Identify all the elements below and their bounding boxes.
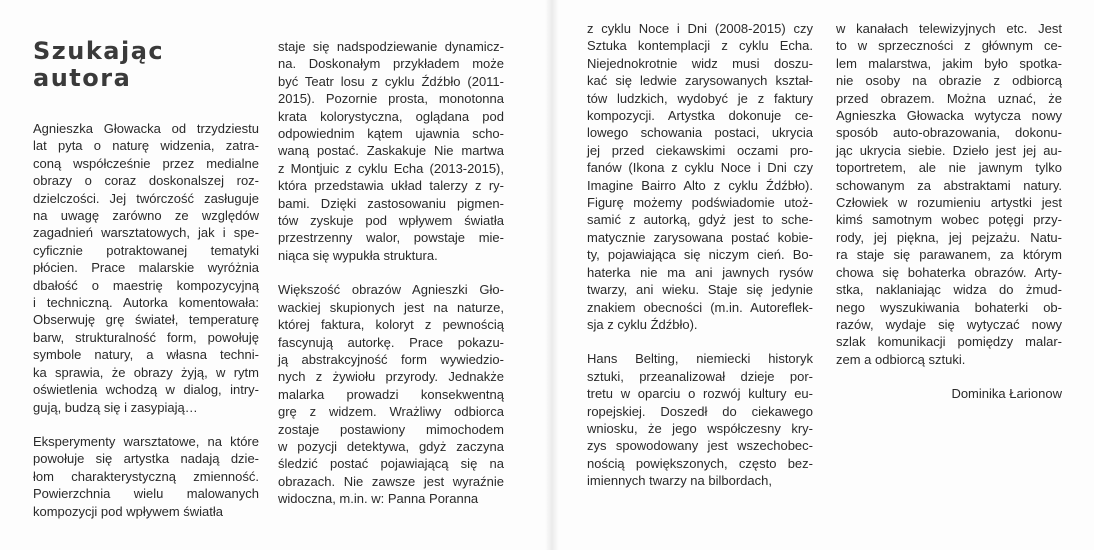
column-4-paragraphs	[836, 20, 1062, 368]
text-line: sztuki, przeanalizował dzieje por-	[587, 368, 813, 384]
text-line: 2015). Pozornie prosta, monotonna	[278, 91, 504, 107]
text-line: to w sprzeczności z głównym ce-	[836, 38, 1062, 54]
text-line: szlak komunikacji pomiędzy malar-	[836, 334, 1062, 350]
text-line: nych z żywiołu przyrody. Jednakże	[278, 369, 504, 385]
text-line: z cyklu Noce i Dni (2008-2015) czy	[587, 21, 813, 36]
text-line: toportretem, ale nie jawnym tylko	[836, 160, 1062, 176]
text-column-1	[33, 38, 259, 537]
text-line: krata kolorystyczna, oglądana pod	[278, 108, 504, 124]
text-line: w pozycji detektywa, gdyż zaczyna	[278, 438, 504, 454]
text-line: ty, pojawiająca się niczym cień. Bo-	[587, 247, 813, 263]
text-line: matycznie zarysowana postać kobie-	[587, 229, 813, 245]
text-line: na uwagę zarówno ze względów	[33, 208, 259, 224]
text-line: Niejednokrotnie widz musi doszu-	[587, 55, 813, 71]
text-line: zem a odbiorcą sztuki.	[836, 351, 966, 367]
text-line: dzielczości. Jej twórczość zasługuje	[33, 190, 259, 206]
text-line: nością powiększonych, często bez-	[587, 455, 813, 471]
paragraph	[33, 433, 259, 520]
text-line: wniosku, że jego współczesny kry-	[587, 420, 813, 436]
text-line: zagadnień warsztatowych, jak i spe-	[33, 225, 259, 241]
text-line: bami. Dzięki zastosowaniu pigmen-	[278, 195, 504, 211]
text-line: fanów (Ikona z cyklu Noce i Dni czy	[587, 160, 813, 176]
text-line: ropejskiej. Doszedł do ciekawego	[587, 403, 813, 419]
text-line: lowego schowania postaci, ukrycia	[587, 125, 813, 141]
text-line: barw, strukturalność form, powołuję	[33, 329, 259, 345]
text-line: z Montjuic z cyklu Echa (2013-2015),	[278, 160, 504, 176]
paragraph	[836, 20, 1062, 368]
text-line: znakiem obecności (m.in. Autoreflek-	[587, 299, 813, 315]
text-line: nie osoby na obrazie z odbiorcą	[836, 73, 1062, 89]
text-line: oświetlenia wchodzą w dialog, intry-	[33, 382, 259, 398]
text-line: w kanałach telewizyjnych etc. Jest	[836, 21, 1062, 36]
paragraph	[587, 20, 813, 333]
text-line: grę z widzem. Wrażliwy odbiorca	[278, 404, 504, 420]
text-line: rody, jej piękna, jej pejzażu. Natu-	[836, 229, 1062, 245]
text-line: waną postać. Zaskakuje Nie martwa	[278, 143, 504, 159]
text-line: płócien. Prace malarskie wyróżnia	[33, 260, 259, 276]
paragraph	[278, 38, 504, 264]
article-title-line-1: Szukając	[33, 37, 165, 65]
text-line: samić z autorką, gdyż jest to sche-	[587, 212, 813, 228]
text-line: razów, wydaje się wytyczać nowy	[836, 316, 1062, 332]
text-line: jąc ukrycia siebie. Dzieło jest jej au-	[836, 142, 1062, 158]
text-line: symbole natury, a własna techni-	[33, 347, 259, 363]
text-line: przestrzenny walor, powstaje mie-	[278, 230, 504, 246]
text-line: ka sprawia, że obrazy żyją, w rytm	[33, 364, 259, 380]
text-line: Hans Belting, niemiecki historyk	[587, 351, 813, 367]
text-line: obrazach. Nie zawsze jest wyraźnie	[278, 473, 504, 489]
text-column-3	[587, 20, 813, 507]
text-line: być Teatr losu z cyklu Źdźbło (2011-	[278, 73, 504, 89]
text-line: Imagine Bairro Alto z cyklu Źdźbło).	[587, 177, 813, 193]
text-line: i techniczną. Autorka komentowała:	[33, 295, 259, 311]
text-line: która przedstawia układ talerzy z ry-	[278, 178, 504, 194]
text-line: Agnieszka Głowacka wytycza nowy	[836, 108, 1062, 124]
text-line: Człowiek w rozumieniu artystki jest	[836, 195, 1062, 211]
text-line: gują, budzą się i zasypiają…	[33, 399, 198, 415]
text-line: ra staje się parawanem, za którym	[836, 247, 1062, 263]
article-title-line-2: autora	[33, 64, 132, 92]
text-line: lem malarstwa, jakim było spotka-	[836, 55, 1062, 71]
column-2-paragraphs	[278, 38, 504, 508]
text-line: Większość obrazów Agnieszki Gło-	[278, 282, 504, 298]
text-line: obrazy o coraz doskonalszej roz-	[33, 173, 259, 189]
text-line: Figurę możemy podświadomie utoż-	[587, 195, 813, 211]
text-line: Agnieszka Głowacka od trzydziestu	[33, 121, 259, 136]
text-line: staje się nadspodziewanie dynamicz-	[278, 39, 504, 54]
text-line: sposób auto-obrazowania, dokonu-	[836, 125, 1062, 141]
text-line: haterka nie ma ani jawnych rysów	[587, 264, 813, 280]
text-line: kimś samotnym wobec potęgi przy-	[836, 212, 1062, 228]
text-line: ją abstrakcyjność form wywiedzio-	[278, 351, 504, 367]
text-line: Eksperymenty warsztatowe, na które	[33, 433, 259, 449]
text-line: zys spowodowany jest wszechobec-	[587, 438, 813, 454]
text-line: nego wyszukiwania bohaterki ob-	[836, 299, 1062, 315]
text-line: tów zyskuje pod wpływem światła	[278, 213, 504, 229]
text-line: widoczna, m.in. w: Panna Poranna	[278, 491, 479, 507]
text-line: jej przed ciekawskimi oczami pro-	[587, 142, 813, 158]
text-line: przed obrazem. Można uznać, że	[836, 90, 1062, 106]
text-line: Sztuka kontemplacji z cyklu Echa.	[587, 38, 813, 54]
column-3-paragraphs	[587, 20, 813, 490]
text-line: powołuje się artystka nadają dzie-	[33, 451, 259, 467]
text-line: tretu w oparciu o rozwój kultury eu-	[587, 386, 813, 402]
text-line: kompozycji. Artystka dokonuje ce-	[587, 108, 813, 124]
text-line: schowanym za abstraktami natury.	[836, 177, 1062, 193]
text-line: niąca się wypukła struktura.	[278, 247, 438, 263]
author-signature: Dominika Łarionow	[951, 386, 1062, 402]
paragraph	[278, 281, 504, 507]
text-line: na. Doskonałym przykładem może	[278, 56, 504, 72]
text-line: sja z cyklu Źdźbło).	[587, 316, 698, 332]
text-line: Powierzchnia wielu malowanych	[33, 486, 259, 502]
text-line: śledzić postać pojawiającą się na	[278, 456, 504, 472]
text-line: cyficznie potraktowanej tematyki	[33, 242, 259, 258]
text-line: coną współcześnie przez medialne	[33, 155, 259, 171]
column-1-paragraphs	[33, 120, 259, 520]
text-column-4	[836, 20, 1062, 420]
text-line: stka, naklaniając widza do żmud-	[836, 282, 1062, 298]
paragraph	[33, 120, 259, 416]
text-line: której faktura, koloryt z pewnością	[278, 317, 504, 333]
page-fold	[545, 0, 559, 550]
text-line: tów ludzkich, wydobyć je z faktury	[587, 90, 813, 106]
paragraph	[587, 350, 813, 489]
text-line: malarka prowadzi konsekwentną	[278, 386, 504, 402]
text-line: wackiej skupionych jest na naturze,	[278, 299, 504, 315]
text-line: imiennych twarzy na bilbordach,	[587, 473, 772, 489]
text-line: kompozycji pod wpływem światła	[33, 503, 224, 519]
text-line: odpowiednim kątem ujawnia scho-	[278, 126, 504, 142]
text-line: zostaje postawiony mimochodem	[278, 421, 504, 437]
text-line: chowa się bohaterka obrazów. Arty-	[836, 264, 1062, 280]
text-line: twarzy, ani wieku. Staje się jedynie	[587, 282, 813, 298]
article-title	[33, 38, 259, 92]
text-line: fascynują autorkę. Prace pokazu-	[278, 334, 504, 350]
text-line: lat pyta o naturę widzenia, zatra-	[33, 138, 259, 154]
text-line: łom charakterystyczną zmienność.	[33, 468, 259, 484]
text-line: Obserwuję grę świateł, temperaturę	[33, 312, 259, 328]
text-line: dbałość o maestrię kompozycyjną	[33, 277, 259, 293]
text-line: kać się ledwie zarysowanych kształ-	[587, 73, 813, 89]
text-column-2	[278, 38, 504, 525]
